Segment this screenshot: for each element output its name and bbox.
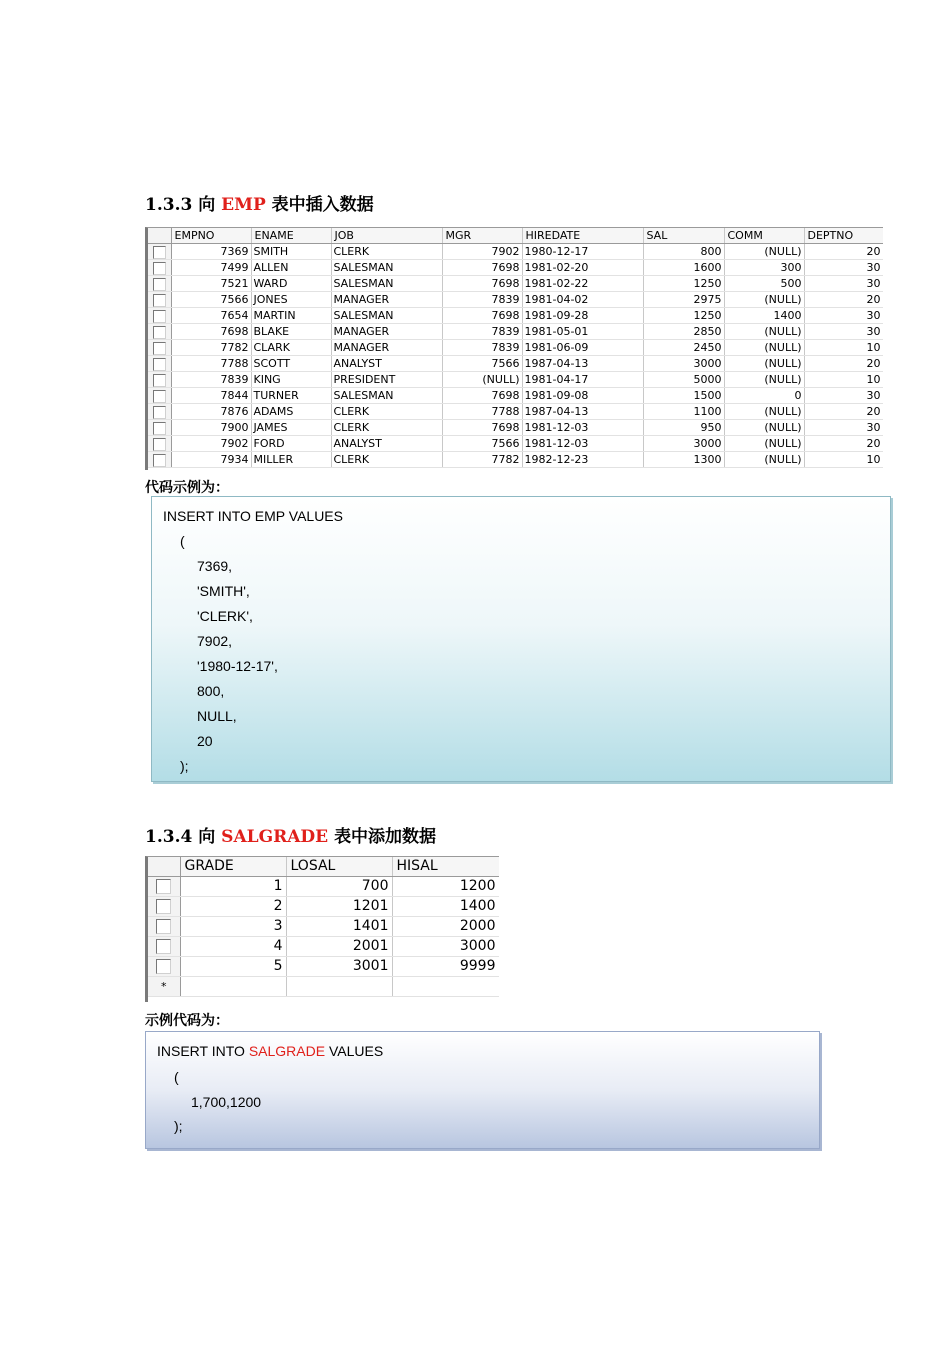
table-cell[interactable]: 500 <box>724 276 804 292</box>
table-cell[interactable] <box>392 977 499 997</box>
table-cell[interactable]: SALESMAN <box>331 388 442 404</box>
emp-header-row <box>148 228 883 244</box>
table-row[interactable] <box>148 292 883 308</box>
table-cell[interactable]: 10 <box>804 372 883 388</box>
column-header-mgr[interactable]: MGR <box>442 228 522 244</box>
table-cell[interactable]: 7654 <box>171 308 251 324</box>
row-checkbox[interactable] <box>153 310 166 323</box>
table-cell[interactable]: SCOTT <box>251 356 331 372</box>
table-row[interactable] <box>148 420 883 436</box>
table-row[interactable] <box>148 324 883 340</box>
row-checkbox-cell[interactable] <box>148 324 171 340</box>
code-line: 20 <box>197 733 213 749</box>
table-row[interactable] <box>148 957 499 977</box>
table-row[interactable] <box>148 404 883 420</box>
section-heading-salgrade <box>145 822 436 847</box>
table-cell[interactable]: 1200 <box>392 877 499 897</box>
table-row[interactable] <box>148 897 499 917</box>
table-cell[interactable]: 2 <box>180 897 286 917</box>
column-header-deptno[interactable]: DEPTNO <box>804 228 883 244</box>
table-cell[interactable]: 700 <box>286 877 392 897</box>
row-checkbox-cell[interactable] <box>148 452 171 468</box>
row-checkbox[interactable] <box>153 246 166 259</box>
table-cell[interactable]: 2975 <box>643 292 724 308</box>
new-row-marker[interactable]: * <box>148 977 180 997</box>
section-suffix: 表中插入数据 <box>271 195 374 215</box>
table-cell[interactable]: 7839 <box>442 292 522 308</box>
table-cell[interactable]: KING <box>251 372 331 388</box>
table-cell[interactable]: CLERK <box>331 244 442 260</box>
section-table-name: SALGRADE <box>221 827 329 847</box>
table-cell[interactable]: 7698 <box>442 260 522 276</box>
row-checkbox[interactable] <box>153 294 166 307</box>
code-line: 'CLERK', <box>197 608 253 624</box>
row-checkbox-cell[interactable] <box>148 276 171 292</box>
table-row[interactable] <box>148 917 499 937</box>
table-cell[interactable]: 7934 <box>171 452 251 468</box>
row-checkbox[interactable] <box>153 422 166 435</box>
row-checkbox-cell[interactable] <box>148 244 171 260</box>
table-cell[interactable]: ADAMS <box>251 404 331 420</box>
table-cell[interactable]: 10 <box>804 452 883 468</box>
table-cell[interactable]: 7839 <box>442 340 522 356</box>
table-cell[interactable]: ANALYST <box>331 356 442 372</box>
row-checkbox-cell[interactable] <box>148 356 171 372</box>
row-checkbox-cell[interactable] <box>148 917 180 937</box>
table-cell[interactable]: 7499 <box>171 260 251 276</box>
column-header-empno[interactable]: EMPNO <box>171 228 251 244</box>
table-cell[interactable]: 1250 <box>643 276 724 292</box>
emp-data-grid <box>145 227 883 470</box>
code-line <box>157 1043 383 1059</box>
section-table-name: EMP <box>221 195 266 215</box>
table-cell[interactable]: 7782 <box>171 340 251 356</box>
table-cell[interactable]: 20 <box>804 436 883 452</box>
table-cell[interactable]: SALESMAN <box>331 276 442 292</box>
row-checkbox[interactable] <box>156 959 171 974</box>
table-cell[interactable]: BLAKE <box>251 324 331 340</box>
salgrade-table <box>148 857 499 997</box>
table-cell[interactable]: 30 <box>804 260 883 276</box>
table-cell[interactable]: 20 <box>804 292 883 308</box>
code-line: '1980-12-17', <box>197 658 278 674</box>
table-cell[interactable]: 0 <box>724 388 804 404</box>
row-checkbox-cell[interactable] <box>148 340 171 356</box>
table-cell[interactable]: 2450 <box>643 340 724 356</box>
row-checkbox-cell[interactable] <box>148 957 180 977</box>
table-cell[interactable]: ALLEN <box>251 260 331 276</box>
table-cell[interactable]: WARD <box>251 276 331 292</box>
table-cell[interactable]: 2001 <box>286 937 392 957</box>
table-cell[interactable]: (NULL) <box>724 340 804 356</box>
code-line: ); <box>180 758 189 774</box>
table-row[interactable] <box>148 937 499 957</box>
table-cell[interactable]: MARTIN <box>251 308 331 324</box>
table-row[interactable] <box>148 260 883 276</box>
section-heading-emp <box>145 190 374 215</box>
row-checkbox-cell[interactable] <box>148 420 171 436</box>
row-checkbox-cell[interactable] <box>148 436 171 452</box>
table-cell[interactable]: 20 <box>804 356 883 372</box>
table-row[interactable] <box>148 308 883 324</box>
row-selector-header[interactable] <box>148 228 171 244</box>
row-checkbox-cell[interactable] <box>148 897 180 917</box>
section-number: 1.3.3 <box>145 195 193 215</box>
table-cell[interactable]: 30 <box>804 308 883 324</box>
code-line: 800, <box>197 683 225 699</box>
row-checkbox[interactable] <box>156 899 171 914</box>
row-checkbox[interactable] <box>153 278 166 291</box>
table-cell[interactable]: 7876 <box>171 404 251 420</box>
row-checkbox[interactable] <box>153 262 166 275</box>
row-checkbox[interactable] <box>153 438 166 451</box>
table-cell[interactable]: 1500 <box>643 388 724 404</box>
table-cell[interactable]: 20 <box>804 244 883 260</box>
row-checkbox-cell[interactable] <box>148 292 171 308</box>
emp-table <box>148 228 883 468</box>
table-cell[interactable]: FORD <box>251 436 331 452</box>
table-cell[interactable]: (NULL) <box>724 420 804 436</box>
code-keyword: VALUES <box>325 1043 384 1059</box>
table-cell[interactable]: 30 <box>804 388 883 404</box>
table-cell[interactable]: (NULL) <box>724 452 804 468</box>
table-row[interactable] <box>148 356 883 372</box>
table-cell[interactable]: 3000 <box>643 356 724 372</box>
column-header-comm[interactable]: COMM <box>724 228 804 244</box>
table-cell[interactable]: SMITH <box>251 244 331 260</box>
table-cell[interactable]: 7902 <box>171 436 251 452</box>
row-checkbox[interactable] <box>156 879 171 894</box>
salgrade-data-grid <box>145 856 499 1002</box>
table-cell[interactable]: 7902 <box>442 244 522 260</box>
table-row[interactable] <box>148 388 883 404</box>
code-line: 7369, <box>197 558 233 574</box>
table-cell[interactable]: 1981-02-22 <box>522 276 643 292</box>
table-cell[interactable]: 10 <box>804 340 883 356</box>
code-example-label: 代码示例为： <box>145 480 229 496</box>
section-prefix: 向 <box>198 827 216 847</box>
table-cell[interactable] <box>286 977 392 997</box>
table-cell[interactable]: 1981-12-03 <box>522 420 643 436</box>
table-cell[interactable]: 1401 <box>286 917 392 937</box>
table-cell[interactable]: 300 <box>724 260 804 276</box>
code-keyword: INSERT INTO <box>157 1043 249 1059</box>
code-line: INSERT INTO EMP VALUES <box>163 508 343 524</box>
row-checkbox[interactable] <box>153 454 166 467</box>
column-header-losal[interactable]: LOSAL <box>286 857 392 877</box>
table-cell[interactable]: 1987-04-13 <box>522 404 643 420</box>
column-header-ename[interactable]: ENAME <box>251 228 331 244</box>
table-cell[interactable]: 7788 <box>171 356 251 372</box>
table-cell[interactable]: 1981-04-17 <box>522 372 643 388</box>
table-cell[interactable]: (NULL) <box>724 244 804 260</box>
row-checkbox-cell[interactable] <box>148 308 171 324</box>
table-cell[interactable]: SALESMAN <box>331 260 442 276</box>
table-cell[interactable]: 7839 <box>171 372 251 388</box>
table-cell[interactable]: 1987-04-13 <box>522 356 643 372</box>
code-block-emp-insert <box>151 496 891 782</box>
table-cell[interactable]: 7698 <box>442 308 522 324</box>
table-cell[interactable]: CLERK <box>331 404 442 420</box>
table-row[interactable] <box>148 276 883 292</box>
code-line: ( <box>174 1069 179 1085</box>
table-row[interactable] <box>148 244 883 260</box>
table-cell[interactable]: 7698 <box>442 388 522 404</box>
table-cell[interactable]: MANAGER <box>331 292 442 308</box>
table-cell[interactable]: 30 <box>804 276 883 292</box>
column-header-grade[interactable]: GRADE <box>180 857 286 877</box>
table-cell[interactable]: CLERK <box>331 452 442 468</box>
code-example-label: 示例代码为： <box>145 1013 229 1029</box>
row-checkbox-cell[interactable] <box>148 388 171 404</box>
table-cell[interactable]: 1982-12-23 <box>522 452 643 468</box>
table-cell[interactable]: 1600 <box>643 260 724 276</box>
table-cell[interactable]: 1201 <box>286 897 392 917</box>
table-cell[interactable]: 800 <box>643 244 724 260</box>
table-row[interactable] <box>148 372 883 388</box>
table-cell[interactable]: 2850 <box>643 324 724 340</box>
table-row[interactable] <box>148 340 883 356</box>
table-cell[interactable]: 1981-06-09 <box>522 340 643 356</box>
table-cell[interactable]: 5000 <box>643 372 724 388</box>
table-cell[interactable]: 7839 <box>442 324 522 340</box>
table-cell[interactable]: 7900 <box>171 420 251 436</box>
table-cell[interactable]: 3001 <box>286 957 392 977</box>
table-cell[interactable]: MANAGER <box>331 324 442 340</box>
table-cell[interactable]: CLERK <box>331 420 442 436</box>
table-cell[interactable]: 950 <box>643 420 724 436</box>
table-cell[interactable]: 1981-04-02 <box>522 292 643 308</box>
row-checkbox[interactable] <box>153 358 166 371</box>
table-cell[interactable]: 7566 <box>171 292 251 308</box>
table-row[interactable] <box>148 452 883 468</box>
table-cell[interactable]: 7844 <box>171 388 251 404</box>
table-cell[interactable]: 3000 <box>643 436 724 452</box>
table-cell[interactable]: (NULL) <box>724 372 804 388</box>
code-line: ( <box>180 533 185 549</box>
table-cell[interactable]: 7698 <box>442 420 522 436</box>
code-line: NULL, <box>197 708 237 724</box>
code-line: ); <box>174 1118 183 1134</box>
table-cell[interactable]: 7521 <box>171 276 251 292</box>
table-cell[interactable]: 7698 <box>442 276 522 292</box>
code-line: 1,700,1200 <box>191 1094 262 1110</box>
table-cell[interactable]: 1980-12-17 <box>522 244 643 260</box>
table-cell[interactable]: 1981-05-01 <box>522 324 643 340</box>
table-cell[interactable]: 1981-02-20 <box>522 260 643 276</box>
row-checkbox[interactable] <box>153 406 166 419</box>
table-cell[interactable]: 1400 <box>724 308 804 324</box>
table-cell[interactable]: 1981-09-28 <box>522 308 643 324</box>
table-cell[interactable]: 3 <box>180 917 286 937</box>
row-checkbox-cell[interactable] <box>148 372 171 388</box>
table-row[interactable] <box>148 877 499 897</box>
code-block-salgrade-insert <box>145 1031 820 1149</box>
section-prefix: 向 <box>198 195 216 215</box>
table-cell[interactable]: 1100 <box>643 404 724 420</box>
row-checkbox[interactable] <box>153 326 166 339</box>
table-cell[interactable]: 7782 <box>442 452 522 468</box>
section-suffix: 表中添加数据 <box>334 827 437 847</box>
row-checkbox-cell[interactable] <box>148 877 180 897</box>
table-cell[interactable]: PRESIDENT <box>331 372 442 388</box>
table-cell[interactable]: 7369 <box>171 244 251 260</box>
table-cell[interactable]: 30 <box>804 324 883 340</box>
table-cell[interactable]: ANALYST <box>331 436 442 452</box>
row-checkbox-cell[interactable] <box>148 404 171 420</box>
salgrade-header-row <box>148 857 499 877</box>
section-number: 1.3.4 <box>145 827 193 847</box>
row-checkbox[interactable] <box>153 342 166 355</box>
table-cell[interactable]: 4 <box>180 937 286 957</box>
table-row[interactable] <box>148 436 883 452</box>
table-cell[interactable]: (NULL) <box>724 356 804 372</box>
row-checkbox-cell[interactable] <box>148 260 171 276</box>
code-line: 7902, <box>197 633 233 649</box>
table-cell[interactable]: 1300 <box>643 452 724 468</box>
code-table-name: SALGRADE <box>248 1043 326 1059</box>
table-cell[interactable]: MILLER <box>251 452 331 468</box>
table-cell[interactable]: (NULL) <box>442 372 522 388</box>
table-cell[interactable]: 20 <box>804 404 883 420</box>
column-header-hisal[interactable]: HISAL <box>392 857 499 877</box>
table-cell[interactable]: TURNER <box>251 388 331 404</box>
table-cell[interactable]: 1250 <box>643 308 724 324</box>
table-cell[interactable]: CLARK <box>251 340 331 356</box>
table-cell[interactable]: 30 <box>804 420 883 436</box>
table-cell[interactable]: 1981-12-03 <box>522 436 643 452</box>
row-checkbox-cell[interactable] <box>148 937 180 957</box>
column-header-job[interactable]: JOB <box>331 228 442 244</box>
code-line: 'SMITH', <box>197 583 250 599</box>
table-cell[interactable]: 7566 <box>442 356 522 372</box>
table-cell[interactable]: (NULL) <box>724 404 804 420</box>
table-cell[interactable]: 9999 <box>392 957 499 977</box>
table-cell[interactable]: (NULL) <box>724 436 804 452</box>
table-cell[interactable]: SALESMAN <box>331 308 442 324</box>
table-cell[interactable]: JONES <box>251 292 331 308</box>
table-cell[interactable]: 7788 <box>442 404 522 420</box>
row-checkbox[interactable] <box>153 390 166 403</box>
table-cell[interactable]: 1 <box>180 877 286 897</box>
table-cell[interactable]: (NULL) <box>724 324 804 340</box>
column-header-sal[interactable]: SAL <box>643 228 724 244</box>
table-cell[interactable]: 1981-09-08 <box>522 388 643 404</box>
column-header-hiredate[interactable]: HIREDATE <box>522 228 643 244</box>
table-cell[interactable]: 5 <box>180 957 286 977</box>
new-row[interactable] <box>148 977 499 997</box>
table-cell[interactable]: MANAGER <box>331 340 442 356</box>
table-cell[interactable]: 7698 <box>171 324 251 340</box>
table-cell[interactable]: 1400 <box>392 897 499 917</box>
row-checkbox[interactable] <box>153 374 166 387</box>
table-cell[interactable]: JAMES <box>251 420 331 436</box>
row-selector-header[interactable] <box>148 857 180 877</box>
table-cell[interactable]: 2000 <box>392 917 499 937</box>
table-cell[interactable] <box>180 977 286 997</box>
table-cell[interactable]: (NULL) <box>724 292 804 308</box>
row-checkbox[interactable] <box>156 939 171 954</box>
table-cell[interactable]: 3000 <box>392 937 499 957</box>
row-checkbox[interactable] <box>156 919 171 934</box>
table-cell[interactable]: 7566 <box>442 436 522 452</box>
